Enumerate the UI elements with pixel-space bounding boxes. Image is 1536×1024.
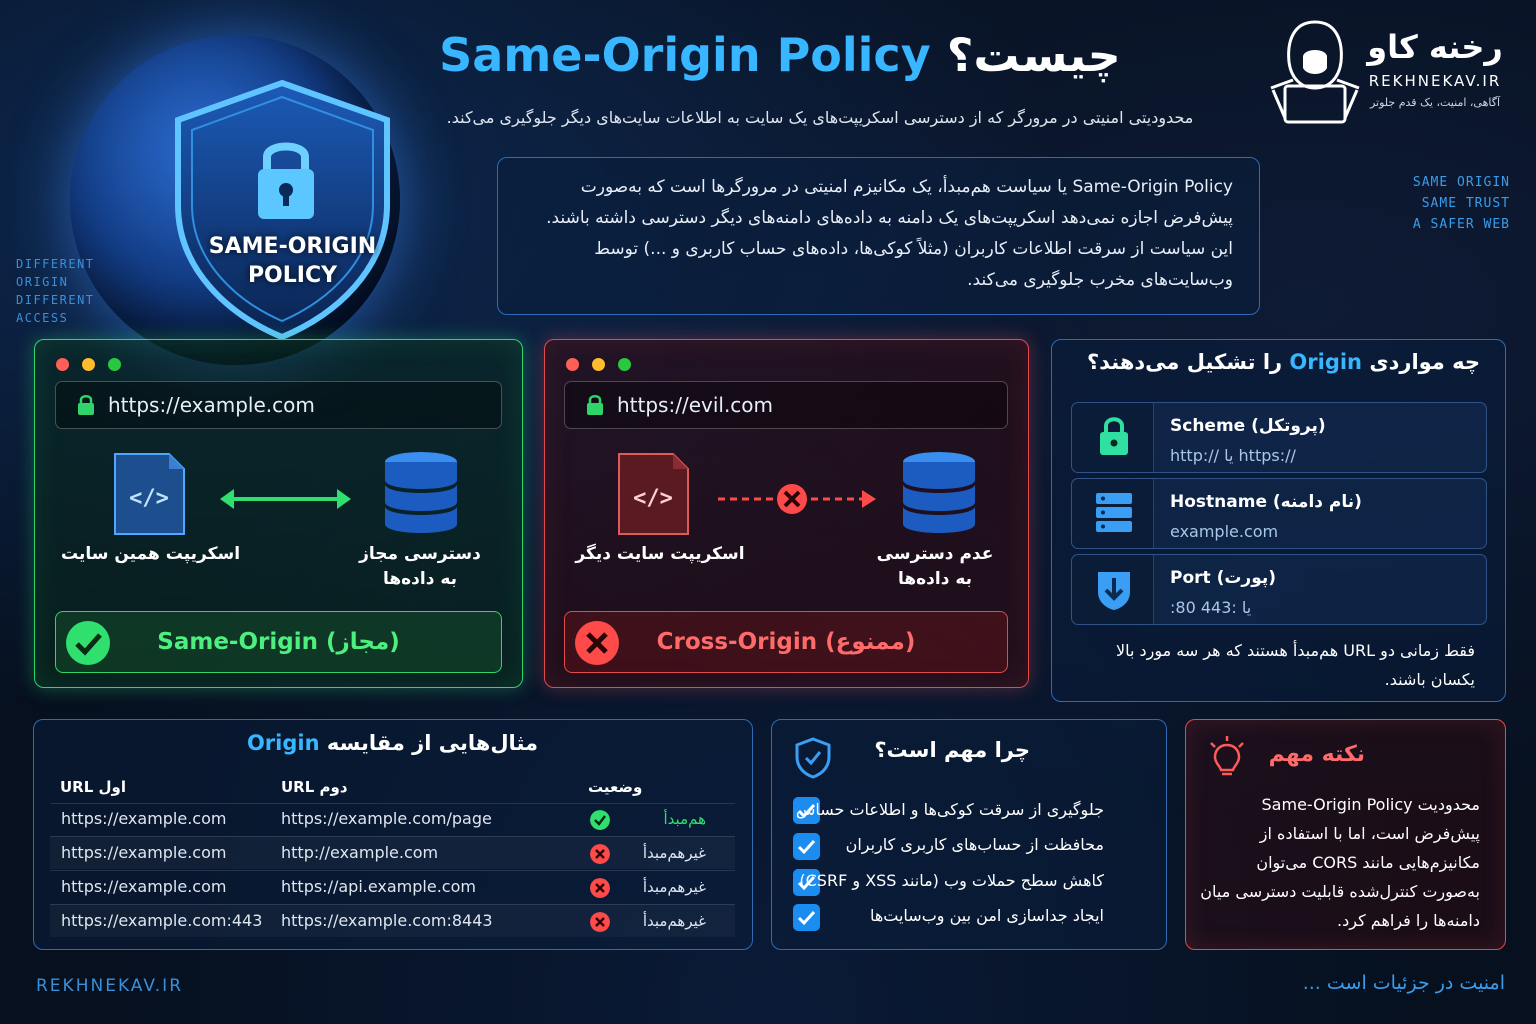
server-icon [1094, 491, 1134, 535]
title-highlight: Origin [1289, 350, 1363, 374]
left-side-note [16, 255, 95, 327]
check-icon [65, 620, 111, 666]
data-label-line: دسترسی مجاز [359, 544, 481, 564]
why-title: چرا مهم است؟ [874, 738, 1030, 762]
table-cell: http://example.com [281, 843, 439, 862]
lock-icon [76, 394, 96, 416]
note-title: نکته مهم [1268, 742, 1365, 767]
origin-components-title [1060, 350, 1480, 374]
same-origin-status: Same-Origin (مجاز) [55, 611, 502, 673]
cross-origin-script-label: اسکریپت سایت دیگر [575, 544, 745, 564]
shield-label [190, 232, 395, 290]
check-icon [590, 810, 610, 830]
why-item: ایجاد جداسازی امن بین وب‌سایت‌ها [869, 906, 1104, 925]
table-cell: https://example.com:8443 [281, 911, 493, 930]
table-cell: https://example.com [61, 843, 227, 862]
title-part: را تشکیل می‌دهند؟ [1086, 350, 1283, 374]
cross-icon [590, 912, 610, 932]
cross-icon [590, 878, 610, 898]
footer-domain[interactable]: REKHNEKAV.IR [36, 976, 184, 996]
window-dot-green [108, 358, 121, 371]
left-note-line: DIFFERENT [16, 257, 95, 271]
right-note-line: SAME ORIGIN [1412, 175, 1510, 190]
table-cell: https://example.com [61, 809, 227, 828]
examples-title [60, 731, 725, 755]
right-note-line: A SAFER WEB [1412, 217, 1510, 232]
brand-domain: REKHNEKAV.IR [1368, 72, 1502, 90]
cross-icon [574, 620, 620, 666]
lightbulb-icon [1207, 735, 1247, 779]
right-side-note [1400, 172, 1510, 235]
data-label-line: به داده‌ها [897, 569, 973, 589]
table-cell-status: غیرهم‌مبدأ [642, 844, 706, 862]
same-origin-url-bar[interactable]: https://example.com [55, 381, 502, 429]
code-file-icon [617, 452, 690, 536]
table-cell: https://example.com:443 [61, 911, 263, 930]
shield-label-line1: SAME-ORIGIN [208, 234, 377, 259]
column-header-status: وضعیت [588, 778, 643, 796]
shield-label-line2: POLICY [247, 263, 338, 288]
component-name: Port (پورت) [1170, 568, 1277, 588]
window-dot-yellow [82, 358, 95, 371]
title-en: Same-Origin Policy [439, 28, 931, 82]
description-box: Same-Origin Policy یا سیاست هم‌مبدأ، یک مکانیزم امنیتی در مرورگرها است که به‌صورت پیش‌فرض اجازه نمی‌دهد اسکریپت‌های یک دامنه به داده‌های دامنه‌های دیگر دسترسی داشته باشند. این سیاست از سرقت اطلاعات کاربران (مثلاً کوکی‌ها، داده‌های حساب کاربری و ...) توسط وب‌سایت‌های مخرب جلوگیری می‌کند. [497, 157, 1260, 315]
page-subtitle: محدودیتی امنیتی در مرورگر که از دسترسی اسکریپت‌های یک سایت به اطلاعات سایت‌های دیگر جلوگیری می‌کند. [446, 108, 1194, 127]
why-item: محافظت از حساب‌های کاربری کاربران [845, 835, 1104, 854]
right-note-line: SAME TRUST [1421, 196, 1510, 211]
table-cell-status: غیرهم‌مبدأ [642, 878, 706, 896]
database-icon [382, 450, 460, 538]
port-icon [1094, 568, 1134, 612]
component-name: Hostname (نام دامنه) [1170, 492, 1362, 512]
table-cell: https://api.example.com [281, 877, 476, 896]
svg-text:</>: </> [633, 486, 673, 511]
window-dot-red [566, 358, 579, 371]
table-cell: https://example.com [61, 877, 227, 896]
cross-origin-status: Cross-Origin (ممنوع) [564, 611, 1008, 673]
component-value: :80 یا :443 [1170, 598, 1252, 617]
window-dot-red [56, 358, 69, 371]
double-arrow-icon [218, 484, 353, 514]
table-cell-status: هم‌مبدأ [663, 810, 706, 828]
left-note-line: ORIGIN [16, 275, 69, 289]
lock-icon [585, 394, 605, 416]
data-label-line: عدم دسترسی [876, 544, 994, 564]
table-cell: https://example.com/page [281, 809, 492, 828]
lock-icon [1098, 415, 1130, 457]
table-cell-status: غیرهم‌مبدأ [642, 912, 706, 930]
blocked-arrow-icon [716, 482, 878, 516]
title-fa: چیست؟ [946, 28, 1121, 82]
why-item: جلوگیری از سرقت کوکی‌ها و اطلاعات حساس [795, 800, 1104, 819]
data-label-line: به داده‌ها [382, 569, 458, 589]
window-dot-yellow [592, 358, 605, 371]
title-part: مثال‌هایی از مقایسه [326, 731, 539, 755]
component-value: http:// یا https:// [1170, 446, 1296, 465]
component-name: Scheme (پروتکل) [1170, 416, 1326, 436]
left-note-line: DIFFERENT [16, 293, 95, 307]
column-header-url1: URL اول [60, 778, 126, 796]
cross-origin-data-label [860, 542, 1010, 592]
window-dot-green [618, 358, 631, 371]
code-file-icon [113, 452, 186, 536]
note-body: محدودیت Same-Origin Policy پیش‌فرض است، اما با استفاده از مکانیزم‌هایی مانند CORS می‌توان به‌صورت کنترل‌شده قابلیت دسترسی میان دامنه‌ها را فراهم کرد. [1200, 795, 1480, 930]
title-highlight: Origin [246, 731, 320, 755]
cross-icon [590, 844, 610, 864]
hacker-logo-icon [1265, 18, 1365, 128]
padlock-icon [255, 135, 317, 221]
brand-tagline: آگاهی، امنیت، یک قدم جلوتر [1369, 96, 1501, 109]
cross-origin-url-bar[interactable]: https://evil.com [564, 381, 1008, 429]
left-note-line: ACCESS [16, 311, 69, 325]
database-icon [900, 450, 978, 538]
footer-slogan: امنیت در جزئیات است ... [1302, 972, 1505, 994]
brand-name: رخنه کاو [1367, 28, 1503, 66]
svg-text:</>: </> [129, 486, 169, 511]
same-origin-script-label: اسکریپت همین سایت [60, 544, 241, 564]
origin-components-footnote: فقط زمانی دو URL هم‌مبدأ هستند که هر سه مورد بالا یکسان باشند. [1115, 641, 1475, 689]
title-part: چه مواردی [1369, 350, 1480, 374]
why-item: کاهش سطح حملات وب (مانند XSS و CSRF) [799, 871, 1104, 890]
column-header-url2: URL دوم [281, 778, 348, 796]
page-title [420, 28, 1140, 88]
same-origin-data-label [340, 542, 500, 592]
component-value: example.com [1170, 522, 1279, 541]
